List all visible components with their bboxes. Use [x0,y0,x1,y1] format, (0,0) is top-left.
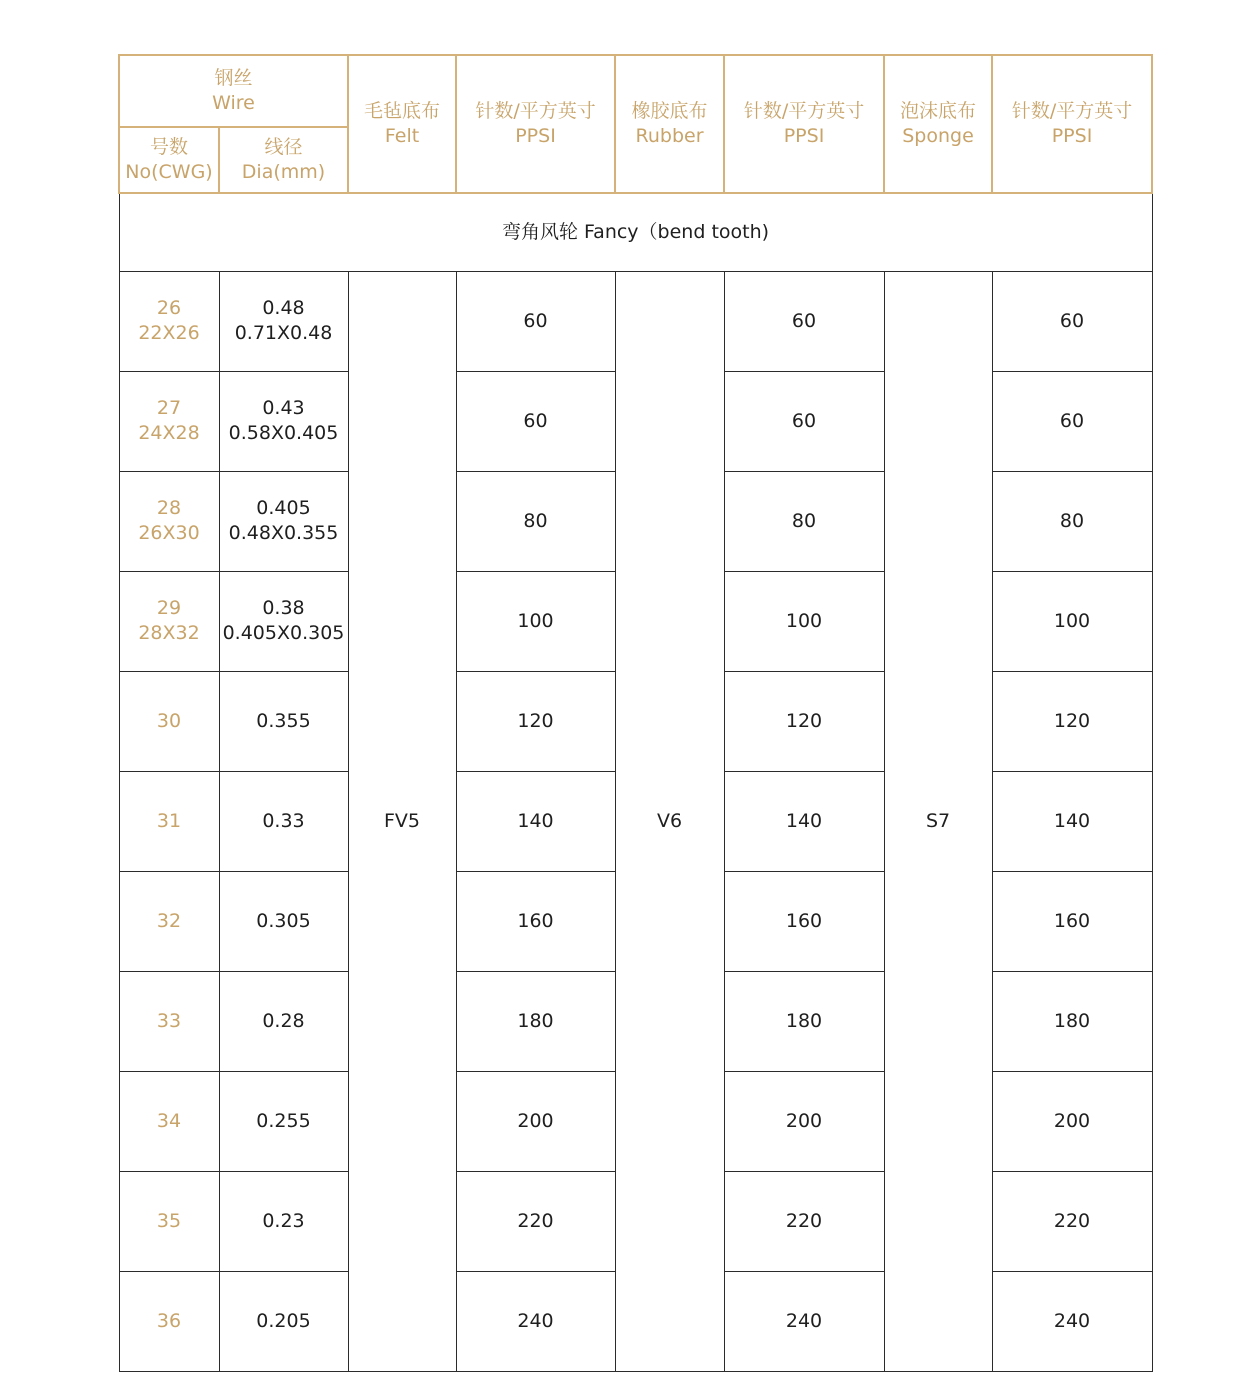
sponge-ppsi-cell: 100 [992,571,1152,671]
header-sponge [884,55,992,193]
header-no-zh: 号数 [149,136,188,158]
sponge-ppsi-cell: 60 [992,271,1152,371]
sponge-ppsi-cell: 180 [992,971,1152,1071]
felt-ppsi-cell: 100 [456,571,615,671]
header-dia-en: Dia(mm) [241,161,326,183]
dia-cell: 0.33 [219,771,348,871]
felt-ppsi-cell: 60 [456,271,615,371]
spec-sheet [118,54,1153,1372]
dia-value: 0.48 [262,297,305,319]
felt-ppsi-cell: 180 [456,971,615,1071]
dia-cell [219,471,348,571]
dia-value-sub: 0.48X0.355 [228,522,339,544]
header-ppsi-sponge-en: PPSI [1051,125,1093,147]
no-value: 28 [156,497,182,519]
dia-cell: 0.255 [219,1071,348,1171]
header-dia [219,127,348,193]
rubber-ppsi-cell: 60 [724,371,884,471]
header-ppsi-sponge [992,55,1152,193]
header-rubber-zh: 橡胶底布 [631,100,708,122]
header-felt-en: Felt [384,125,420,147]
rubber-ppsi-cell: 180 [724,971,884,1071]
no-cell [119,371,219,471]
wire-spec-table [118,54,1153,1372]
header-dia-zh: 线径 [264,136,303,158]
felt-ppsi-cell: 120 [456,671,615,771]
section-banner: 弯角风轮 Fancy（bend tooth) [119,193,1152,271]
rubber-ppsi-cell: 80 [724,471,884,571]
sponge-base-cell: S7 [884,271,992,1371]
sponge-ppsi-cell: 120 [992,671,1152,771]
header-rubber [615,55,724,193]
dia-value: 0.43 [262,397,305,419]
no-value-sub: 22X26 [138,322,200,344]
no-cell: 30 [119,671,219,771]
no-value-sub: 28X32 [138,622,200,644]
dia-cell [219,371,348,471]
header-wire-en: Wire [212,92,255,114]
no-cell: 36 [119,1271,219,1371]
rubber-ppsi-cell: 60 [724,271,884,371]
header-felt [348,55,456,193]
header-felt-zh: 毛毡底布 [364,100,441,122]
sponge-ppsi-cell: 80 [992,471,1152,571]
sponge-ppsi-cell: 240 [992,1271,1152,1371]
header-no-en: No(CWG) [125,161,213,183]
header-ppsi-sponge-zh: 针数/平方英寸 [1011,100,1133,122]
rubber-ppsi-cell: 140 [724,771,884,871]
dia-cell: 0.23 [219,1171,348,1271]
header-ppsi-felt [456,55,615,193]
felt-base-cell: FV5 [348,271,456,1371]
felt-ppsi-cell: 160 [456,871,615,971]
felt-ppsi-cell: 200 [456,1071,615,1171]
dia-value: 0.405 [256,497,311,519]
no-value: 27 [156,397,182,419]
no-cell: 33 [119,971,219,1071]
dia-value-sub: 0.71X0.48 [234,322,333,344]
no-value: 26 [156,297,182,319]
header-sponge-zh: 泡沫底布 [900,100,977,122]
no-cell: 35 [119,1171,219,1271]
no-cell [119,471,219,571]
sponge-ppsi-cell: 220 [992,1171,1152,1271]
dia-value: 0.38 [262,597,305,619]
dia-value-sub: 0.405X0.305 [222,622,345,644]
table-row [119,271,1152,371]
felt-ppsi-cell: 80 [456,471,615,571]
no-cell [119,271,219,371]
dia-cell: 0.205 [219,1271,348,1371]
rubber-ppsi-cell: 240 [724,1271,884,1371]
felt-ppsi-cell: 140 [456,771,615,871]
header-rubber-en: Rubber [635,125,704,147]
header-sponge-en: Sponge [902,125,974,147]
rubber-ppsi-cell: 100 [724,571,884,671]
no-value: 29 [156,597,182,619]
header-ppsi-felt-en: PPSI [515,125,556,147]
rubber-base-cell: V6 [615,271,724,1371]
sponge-ppsi-cell: 140 [992,771,1152,871]
header-ppsi-rubber-en: PPSI [783,125,825,147]
dia-cell [219,571,348,671]
rubber-ppsi-cell: 120 [724,671,884,771]
dia-value-sub: 0.58X0.405 [228,422,339,444]
felt-ppsi-cell: 240 [456,1271,615,1371]
no-cell: 32 [119,871,219,971]
header-wire [119,55,348,127]
header-ppsi-rubber [724,55,884,193]
header-ppsi-felt-zh: 针数/平方英寸 [475,100,596,122]
felt-ppsi-cell: 220 [456,1171,615,1271]
header-ppsi-rubber-zh: 针数/平方英寸 [743,100,865,122]
rubber-ppsi-cell: 200 [724,1071,884,1171]
sponge-ppsi-cell: 200 [992,1071,1152,1171]
dia-cell: 0.28 [219,971,348,1071]
felt-ppsi-cell: 60 [456,371,615,471]
dia-cell: 0.305 [219,871,348,971]
no-value-sub: 24X28 [138,422,200,444]
no-value-sub: 26X30 [138,522,200,544]
dia-cell [219,271,348,371]
no-cell: 31 [119,771,219,871]
header-no [119,127,219,193]
no-cell [119,571,219,671]
rubber-ppsi-cell: 160 [724,871,884,971]
sponge-ppsi-cell: 160 [992,871,1152,971]
rubber-ppsi-cell: 220 [724,1171,884,1271]
sponge-ppsi-cell: 60 [992,371,1152,471]
no-cell: 34 [119,1071,219,1171]
header-wire-zh: 钢丝 [214,67,253,89]
dia-cell: 0.355 [219,671,348,771]
